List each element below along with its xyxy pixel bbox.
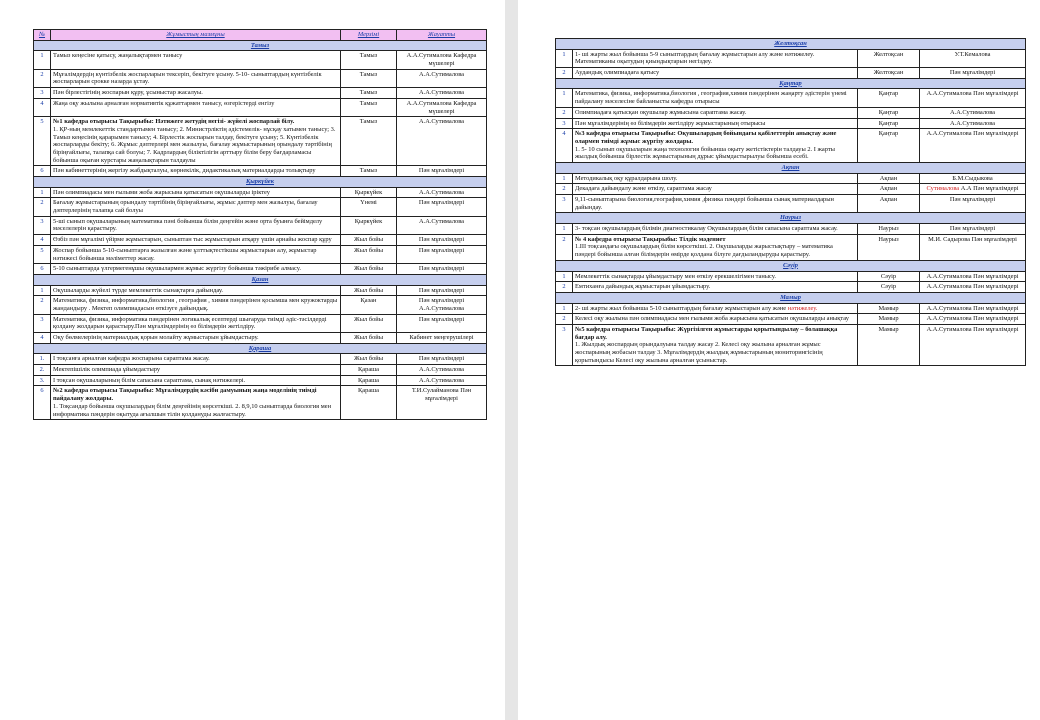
- deadline: Желтоқсан: [858, 49, 920, 67]
- table-row: [34, 235, 487, 246]
- row-number: 2: [556, 184, 573, 195]
- deadline: Жыл бойы: [341, 285, 397, 296]
- responsible: Пән мұғалімдері А.А.Сутималова: [397, 296, 487, 314]
- month-row: [556, 260, 1026, 271]
- work-content: [573, 68, 858, 79]
- work-content: [573, 49, 858, 67]
- table-row: [556, 314, 1026, 325]
- meeting-topic: №2 кафедра отырысы Тақырыбы: Мұғалімдердің кәсіби дамуының жаңа моделінің тиімді пайдалану жолдары.: [53, 387, 317, 403]
- table-row: [556, 324, 1026, 365]
- deadline: Тамыз: [341, 69, 397, 87]
- deadline: Сәуір: [858, 282, 920, 293]
- responsible: Пән мұғалімдері: [920, 224, 1026, 235]
- month-label: Тамыз: [34, 40, 487, 51]
- page-divider: [505, 0, 518, 720]
- responsible: А.А.Сутималова Пән мұғалімдері: [920, 89, 1026, 107]
- deadline: Қаңтар: [858, 118, 920, 129]
- work-text: Пән олимпиадасы мен ғылыми жоба жарысына қатысатын оқушыларды іріктеу: [53, 188, 270, 196]
- table-row: [34, 314, 487, 332]
- table-row: [556, 195, 1026, 213]
- work-content: [51, 264, 341, 275]
- deadline: Қыркүйек: [341, 187, 397, 198]
- work-text: Емтиханға дайындық жұмыстарын ұйымдастыру.: [575, 283, 711, 291]
- month-row: [556, 78, 1026, 89]
- header-responsible: Жауапты: [397, 30, 487, 41]
- work-content: [573, 184, 858, 195]
- work-content: [51, 296, 341, 314]
- work-content: [573, 129, 858, 163]
- month-label: Желтоқсан: [556, 39, 1026, 50]
- row-number: 6: [34, 264, 51, 275]
- responsible: Пән мұғалімдері: [397, 285, 487, 296]
- month-row: [34, 343, 487, 354]
- deadline: Ақпан: [858, 184, 920, 195]
- work-text: Оқу бөлмелерінің материалдық қорын молайту жұмыстарын ұйымдастыру.: [53, 334, 259, 341]
- row-number: 4: [34, 98, 51, 116]
- deadline: Жыл бойы: [341, 264, 397, 275]
- table-row: [556, 303, 1026, 314]
- work-text: 5-ші сынып оқушыларының математика пәні бойынша білім деңгейін және орта буынға бейімделу мәселелерін қарастыру.: [53, 217, 323, 233]
- flagged-word: Сутималова: [926, 185, 960, 193]
- month-label: Қыркүйек: [34, 177, 487, 188]
- table-row: [34, 198, 487, 216]
- work-text: Олимпиадаға қатысқан оқушылар жұмысына сараптама жасау.: [575, 108, 747, 116]
- row-number: 1: [34, 285, 51, 296]
- work-content: [573, 314, 858, 325]
- responsible: А.А.Сутималова: [397, 375, 487, 386]
- month-row: [556, 213, 1026, 224]
- work-text: Математика, физика, информатика,биология , география , химия пәндерінен қосымша мен кружоктарды жандандыру . Мектеп олимпиадасын өткізуге дайындық.: [53, 297, 338, 312]
- header-deadline: Мерзімі: [341, 30, 397, 41]
- deadline: Қаңтар: [858, 129, 920, 163]
- responsible: А.А.Сутималова: [397, 216, 487, 234]
- row-number: 1.: [34, 354, 51, 365]
- table-row: [556, 89, 1026, 107]
- work-text: Тамыз кеңесіне қатысу, жаңалықтармен танысу: [53, 52, 183, 60]
- responsible: Пән мұғалімдері: [397, 314, 487, 332]
- deadline: Мамыр: [858, 314, 920, 325]
- work-text: 3- тоқсан оқушылардың білімін диагностикалау Оқушылардың білім сапасына сараптама жасау.: [575, 225, 838, 233]
- deadline: Тамыз: [341, 166, 397, 177]
- document-page-1: [0, 0, 505, 720]
- work-text: 5-10 сыныптарда үлгермегенұшы оқушылармен жұмыс жүргізу бойынша тәжірибе алмасу.: [53, 265, 301, 273]
- table-row: [556, 49, 1026, 67]
- work-content: [51, 386, 341, 420]
- table-header-row: [34, 30, 487, 41]
- row-number: 6: [34, 386, 51, 420]
- row-number: 1: [556, 224, 573, 235]
- work-content: [51, 375, 341, 386]
- row-number: 3: [34, 216, 51, 234]
- deadline: Наурыз: [858, 234, 920, 260]
- responsible: А.А.Сутималова: [397, 69, 487, 87]
- month-label: Қазан: [34, 274, 487, 285]
- table-row: [34, 365, 487, 376]
- work-plan-table-page-2: [555, 38, 1026, 366]
- work-content: [573, 303, 858, 314]
- table-row: [34, 386, 487, 420]
- work-text: 9,11-сыныптарына биология,география,химия ,физика пәндері бойынша сынақ материалдарын дайындау.: [575, 196, 834, 211]
- table-row: [34, 88, 487, 99]
- row-number: 2: [556, 314, 573, 325]
- deadline: Жыл бойы: [341, 235, 397, 246]
- work-text: Математика, физика, информатика,биология , география,химия пәндерінен жаңарту әдістерін үнемі пайдалану мәселесіне байланысты кафедра отырысы: [575, 90, 847, 106]
- work-content: [573, 234, 858, 260]
- work-content: [573, 173, 858, 184]
- work-content: [51, 216, 341, 234]
- row-number: 2: [34, 296, 51, 314]
- work-text: 1. 5- 10 сынып оқушыларын жаңа технология бойынша оқыту жетістіктерін талдауы 2. І жарты жылдық бойынша бірлестік жұмыстарының дұрыс ұйымдастырылуы бойынша есебі.: [575, 145, 835, 161]
- deadline: Сәуір: [858, 271, 920, 282]
- row-number: 1: [556, 271, 573, 282]
- month-label: Ақпан: [556, 162, 1026, 173]
- work-content: [51, 365, 341, 376]
- month-label: Мамыр: [556, 292, 1026, 303]
- responsible: А.А.Сутималова Пән мұғалімдері: [920, 324, 1026, 365]
- deadline: Үнемі: [341, 198, 397, 216]
- responsible: Пән мұғалімдері: [397, 245, 487, 263]
- flagged-word: нәтижелеу.: [787, 304, 818, 312]
- work-content: [573, 107, 858, 118]
- responsible: А.А.Сутималова: [397, 187, 487, 198]
- work-text: Методикалық оқу құралдарына шолу.: [575, 174, 678, 182]
- row-number: 2: [556, 107, 573, 118]
- deadline: Қаңтар: [858, 107, 920, 118]
- row-number: 1: [556, 303, 573, 314]
- responsible: А.А.Сутималова Пән мұғалімдері: [920, 303, 1026, 314]
- row-number: 3.: [34, 375, 51, 386]
- table-row: [34, 117, 487, 166]
- work-content: [51, 88, 341, 99]
- work-content: [573, 224, 858, 235]
- work-content: [51, 198, 341, 216]
- responsible: А.А.Сутималова: [397, 88, 487, 99]
- row-number: 6: [34, 166, 51, 177]
- meeting-topic: №5 кафедра отырысы Тақырыбы: Жүргізілген жұмыстарды қорытындылау – болашаққа бағдар алу.: [575, 325, 838, 341]
- month-row: [556, 39, 1026, 50]
- work-content: [51, 354, 341, 365]
- work-text: Пән бірлестігінің жоспарын құру, ұсыныстар жасалуы.: [53, 89, 203, 97]
- table-row: [556, 224, 1026, 235]
- row-number: 5: [34, 245, 51, 263]
- table-row: [34, 98, 487, 116]
- row-number: 4: [34, 235, 51, 246]
- work-content: [51, 314, 341, 332]
- deadline: Тамыз: [341, 51, 397, 69]
- work-text: 1- ші жарты жыл бойынша 5-9 сыныптардың бағалау жұмыстарын алу және нәтижелеу. Математиканы оқытудың қиындықтарын негіздеу.: [575, 50, 815, 66]
- row-number: 2: [34, 198, 51, 216]
- work-content: [51, 235, 341, 246]
- row-number: 1: [556, 173, 573, 184]
- deadline: Қараша: [341, 375, 397, 386]
- month-row: [556, 292, 1026, 303]
- table-row: [556, 118, 1026, 129]
- table-row: [34, 354, 487, 365]
- work-content: [573, 271, 858, 282]
- responsible: Пән мұғалімдері: [397, 264, 487, 275]
- deadline: Тамыз: [341, 117, 397, 166]
- table-row: [34, 216, 487, 234]
- row-number: 4: [34, 333, 51, 344]
- work-text: Өзбіз пән мұғалімі үйірме жұмыстарын, сыныптан тыс жұмыстарын атқару үшін арнайы жоспар құру: [53, 236, 332, 244]
- meeting-topic: №3 кафедра отырысы Тақырыбы: Оқушылардың бойындағы қабілеттерін анықтау және олармен тиімді жұмыс жүргізу жолдары.: [575, 130, 837, 145]
- work-content: [51, 98, 341, 116]
- work-plan-table-page-1: [33, 29, 487, 420]
- row-number: 2: [556, 234, 573, 260]
- work-content: [573, 118, 858, 129]
- month-row: [34, 40, 487, 51]
- table-row: [34, 166, 487, 177]
- deadline: Жыл бойы: [341, 245, 397, 263]
- row-number: 2: [34, 69, 51, 87]
- work-text: 1. ҚР-ның мемлекеттік стандартымен танысу; 2. Министрліктің әдістемелік- нұсқау хатымен танысу; 3. Тамыз кеңесінің қарарымен танысу; 4. Бірлестік жоспарын талдау, бекітуге ұсыну; 5. Күнтізбелік жоспарларды бекіту; 6. Жұмыс дәптерлері мен жазылуы, бағалау жұмыстарының орындалу тәртібінің біріңғайлығы, талапқа сай болуы; 7. Кадрлардың біліктілігін арттыру білім беру бағдарламасы бойынша оқыған курстары жаңалықтарын талдаулы: [53, 125, 336, 164]
- work-text: Декадаға дайындалу және өткізу, сараптама жасау: [575, 185, 712, 193]
- work-text: Математика, физика, информатика пәндерінен логикалық есептерді шығаруда тиімді әдіс-тәсілдерді қолдану жолдарын қарастыру.Пән мұғалімдерінің өз білімдерін жетілдіру.: [53, 315, 327, 331]
- row-number: 3: [556, 118, 573, 129]
- work-content: [573, 324, 858, 365]
- row-number: 1: [556, 89, 573, 107]
- responsible: А.А.Сутималова: [920, 107, 1026, 118]
- responsible: А.А.Сутималова: [397, 117, 487, 166]
- table-row: [34, 296, 487, 314]
- table-row: [556, 129, 1026, 163]
- work-text: Келесі оқу жылына пән олимпиадасы мен ғылыми жоба жарысына қатысатын оқушыларды анықтау: [575, 315, 849, 323]
- deadline: Ақпан: [858, 195, 920, 213]
- work-text: Мемлекеттік сынақтарды ұйымдастыру мен өткізу ерекшелігімен танысу.: [575, 272, 776, 280]
- deadline: Ақпан: [858, 173, 920, 184]
- work-text: Аудандық олимпиадаға қатысу: [575, 69, 660, 77]
- work-text: Жоспар бойынша 5-10-сыныптарға жазылған және ұлттықтестікшы жұмыстарын алу, жұмыстар нәтижесі бойынша мәліметтер жасау.: [53, 246, 317, 262]
- table-row: [556, 173, 1026, 184]
- row-number: 5: [34, 117, 51, 166]
- table-row: [556, 68, 1026, 79]
- deadline: Қазан: [341, 296, 397, 314]
- month-label: Наурыз: [556, 213, 1026, 224]
- responsible: У.Т.Кемалова: [920, 49, 1026, 67]
- work-content: [51, 187, 341, 198]
- row-number: 1: [34, 187, 51, 198]
- work-text: Пән мұғалімдерінің өз білімдерін жетілдіру жұмыстарының отырысы: [575, 119, 766, 127]
- deadline: Тамыз: [341, 88, 397, 99]
- responsible: А.А.Сутималова: [397, 365, 487, 376]
- table-row: [34, 333, 487, 344]
- work-content: [573, 89, 858, 107]
- work-content: [51, 245, 341, 263]
- deadline: Қараша: [341, 365, 397, 376]
- responsible: Сутималова А.А Пән мұғалімдері: [920, 184, 1026, 195]
- responsible: Пән мұғалімдері: [920, 68, 1026, 79]
- row-number: 3: [556, 324, 573, 365]
- work-text: І тоқсанға арналған кафедра жоспарына сараптама жасау.: [53, 355, 210, 363]
- work-text: Пән кабинеттерінің жергізу жабдықталуы, көрнекілік, дидактикалық материалдарды толықтыру: [53, 167, 316, 175]
- work-text: 2- ші жарты жыл бойынша 5-10 сыныптардың бағалау жұмыстарын алу және нәтижелеу.: [575, 304, 818, 312]
- row-number: 1: [34, 51, 51, 69]
- table-body-page-2: [556, 39, 1026, 366]
- work-text: Мектепішілік олимпиада ұйымдастыру: [53, 366, 161, 374]
- work-text: 1. Жылдық жоспардың орындалуына талдау жасау 2. Келесі оқу жылына арналған жұмыс жоспарының жобасын талдау 3. Мұғалімдердің жылдық жұмыстарының мониторингісінің қорытындысы Келесі оқу жылына арналған ұсыныстар.: [575, 341, 823, 364]
- work-text: І тоқсан оқушыларының білім сапасына сараптама, сынақ нәтижелері.: [53, 376, 246, 384]
- work-text: Оқушыларды жүйелі түрде мемлекеттік сынақтарға дайындау.: [53, 286, 224, 294]
- row-number: 2: [556, 68, 573, 79]
- meeting-topic: №1 кафедра отырысы Тақырыбы: Нәтижеге жетудің негізі- жүйелі жоспарлай білу.: [53, 118, 295, 126]
- responsible: Пән мұғалімдері: [397, 235, 487, 246]
- responsible: Пән мұғалімдері: [920, 195, 1026, 213]
- work-content: [51, 117, 341, 166]
- deadline: Желтоқсан: [858, 68, 920, 79]
- work-text: Мұғалімдердің күнтізбелік жоспарларын тексеріп, бекітуге ұсыну. 5-10- сыныптардың күнтізбелік жоспарларын срокке назарда ұстау.: [53, 70, 322, 86]
- month-label: Қараша: [34, 343, 487, 354]
- deadline: Тамыз: [341, 98, 397, 116]
- deadline: Қараша: [341, 386, 397, 420]
- month-label: Қаңтар: [556, 78, 1026, 89]
- deadline: Қаңтар: [858, 89, 920, 107]
- responsible: А.А.Сутималова Кафедра мүшелері: [397, 51, 487, 69]
- responsible: Б.М.Сыдыкова: [920, 173, 1026, 184]
- work-text: Жаңа оқу жылына арналған нормативтік құжаттармен танысу, өзгерістерді енгізу: [53, 99, 275, 107]
- month-row: [556, 162, 1026, 173]
- responsible: Пән мұғалімдері: [397, 166, 487, 177]
- row-number: 1: [556, 49, 573, 67]
- document-page-2: [518, 0, 1040, 720]
- row-number: 3: [34, 88, 51, 99]
- work-text: Бағалау жұмыстарының орындалу тәртібінің біріңғайлығы, жұмыс дәптер мен жазылуы, бағалау дәптерлерінің талапқа сай болуы: [53, 199, 318, 215]
- table-row: [34, 51, 487, 69]
- responsible: Кабинет меңгерушілері: [397, 333, 487, 344]
- work-text: 1. Тоқсандар бойынша оқушылардың білім деңгейінің көрсеткіші. 2. 8,9,10 сыныптарда биология мен информатика пәндерін оқытуда ағылшын тілін қолдануды жалғастыру.: [53, 402, 332, 418]
- work-content: [51, 51, 341, 69]
- deadline: Мамыр: [858, 324, 920, 365]
- responsible: А.А.Сутималова Пән мұғалімдері: [920, 282, 1026, 293]
- row-number: 4: [556, 129, 573, 163]
- deadline: Жыл бойы: [341, 354, 397, 365]
- deadline: Қыркүйек: [341, 216, 397, 234]
- table-row: [556, 271, 1026, 282]
- row-number: 3: [34, 314, 51, 332]
- month-label: Сәуір: [556, 260, 1026, 271]
- work-content: [51, 166, 341, 177]
- row-number: 2: [556, 282, 573, 293]
- month-row: [34, 274, 487, 285]
- responsible: А.А.Сутималова Пән мұғалімдері: [920, 314, 1026, 325]
- table-row: [34, 264, 487, 275]
- work-text: 1.ІІІ тоқсандағы оқушылардың білім көрсеткіші. 2. Оқушыларды жарыстықтыру – математика пәндері бойынша алған білімдерін өмірде қолдана білуге дағдыландыруды қарастыру.: [575, 243, 833, 259]
- work-content: [51, 285, 341, 296]
- responsible: А.А.Сутималова Пән мұғалімдері: [920, 271, 1026, 282]
- work-content: [51, 69, 341, 87]
- row-number: 3: [556, 195, 573, 213]
- deadline: Жыл бойы: [341, 333, 397, 344]
- deadline: Жыл бойы: [341, 314, 397, 332]
- table-body-page-1: [34, 40, 487, 420]
- table-row: [556, 234, 1026, 260]
- deadline: Мамыр: [858, 303, 920, 314]
- row-number: 2.: [34, 365, 51, 376]
- responsible: Пән мұғалімдері: [397, 198, 487, 216]
- table-row: [556, 107, 1026, 118]
- responsible: А.А.Сутималова: [920, 118, 1026, 129]
- header-work-content: Жұмыстың мазмұны: [51, 30, 341, 41]
- work-content: [573, 282, 858, 293]
- responsible: Т.И.Сулайманова Пән мұғалімдері: [397, 386, 487, 420]
- month-row: [34, 177, 487, 188]
- table-row: [34, 245, 487, 263]
- responsible: Пән мұғалімдері: [397, 354, 487, 365]
- table-row: [34, 69, 487, 87]
- table-row: [34, 375, 487, 386]
- table-row: [34, 285, 487, 296]
- table-row: [556, 282, 1026, 293]
- work-content: [51, 333, 341, 344]
- work-content: [573, 195, 858, 213]
- table-row: [556, 184, 1026, 195]
- responsible: А.А.Сутималова Кафедра мүшелері: [397, 98, 487, 116]
- responsible: М.И. Садырова Пән мұғалімдері: [920, 234, 1026, 260]
- table-row: [34, 187, 487, 198]
- header-number: №: [34, 30, 51, 41]
- meeting-topic: № 4 кафедра отырысы Тақырыбы: Тілдік мәдениет: [575, 235, 726, 243]
- responsible: А.А.Сутималова Пән мұғалімдері: [920, 129, 1026, 163]
- deadline: Наурыз: [858, 224, 920, 235]
